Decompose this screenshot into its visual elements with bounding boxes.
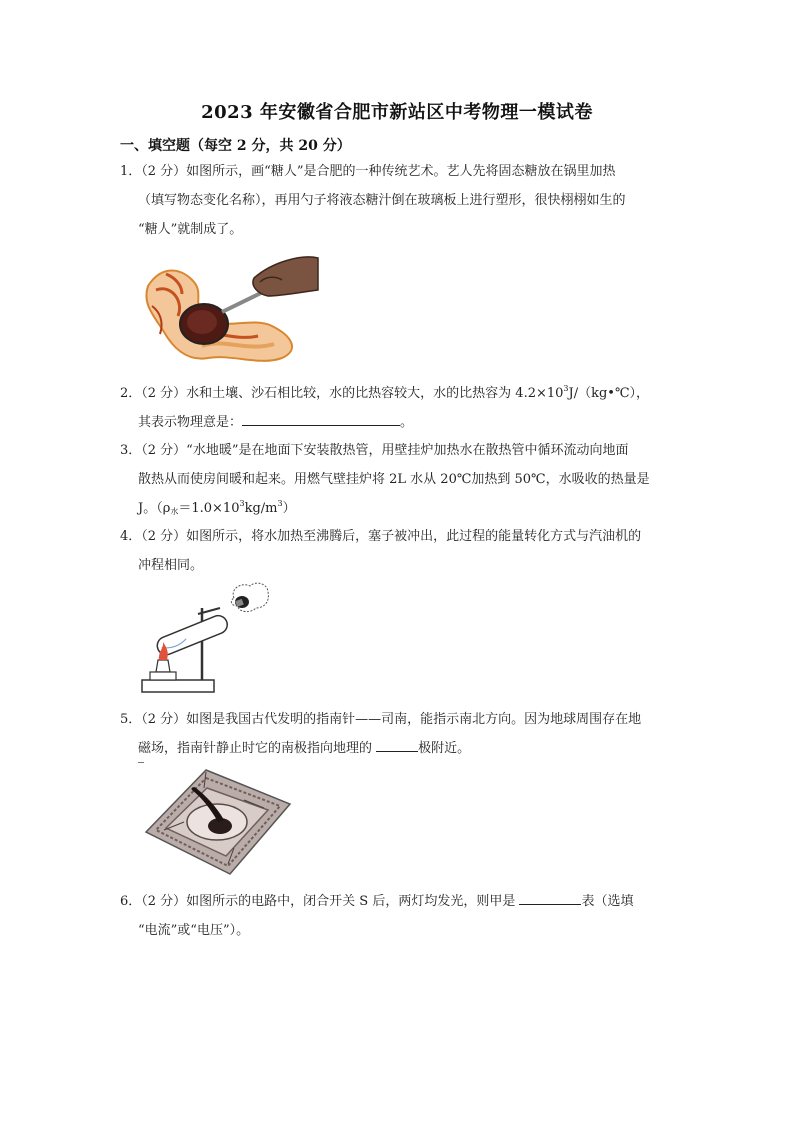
question-2-text-a: 2．（2 分）水和土壤、沙石相比较，水的比热容较大，水的比热容为 4.2×10	[120, 386, 564, 401]
small-mark	[138, 762, 144, 763]
question-4-line-2: 冲程相同。	[138, 558, 204, 573]
question-6-text-b: 表（选填	[581, 894, 634, 909]
question-3-line-3	[120, 494, 680, 523]
question-1-line-1: 1．（2 分）如图所示，画“糖人”是合肥的一种传统艺术。艺人先将固态糖放在锅里加热	[120, 164, 616, 179]
boiling-tube-figure	[138, 578, 270, 698]
question-3-text-d: ）	[282, 501, 296, 516]
sinan-compass-figure	[144, 768, 292, 876]
question-5-text-a: 磁场，指南针静止时它的南极指向地理的	[138, 741, 377, 756]
question-4-line-1: 4．（2 分）如图所示，将水加热至沸腾后，塞子被冲出，此过程的能量转化方式与汽油机的	[120, 529, 642, 544]
question-3-line-2: 散热从而使房间暖和起来。用燃气壁挂炉将 2L 水从 20℃加热到 50℃，水吸收的热量是	[138, 472, 650, 487]
section-heading: 一、填空题（每空 2 分，共 20 分）	[120, 138, 351, 154]
question-2-line-1	[120, 379, 680, 408]
answer-blank-6[interactable]	[519, 890, 581, 905]
question-3-line-1: 3．（2 分）“水地暖”是在地面下安装散热管，用壁挂炉加热水在散热管中循环流动向地面	[120, 443, 629, 458]
answer-blank-2[interactable]	[242, 411, 400, 426]
answer-blank-5[interactable]	[376, 737, 418, 752]
question-5-line-2	[120, 734, 680, 763]
sugar-painting-figure	[142, 246, 320, 368]
question-1-line-2: （填写物态变化名称），再用勺子将液态糖汁倒在玻璃板上进行塑形，很快栩栩如生的	[138, 193, 626, 208]
question-1	[120, 157, 680, 244]
question-3-exponent-1: 3	[239, 499, 245, 508]
question-3-text-c: kg/m	[244, 501, 278, 516]
question-1-line-3: “糖人”就制成了。	[138, 222, 243, 237]
question-3	[120, 436, 680, 523]
question-2-prompt: 其表示物理意是：	[138, 415, 243, 430]
question-2-text-b: J/（kg•℃），	[568, 386, 650, 401]
question-3-subscript: 水	[170, 507, 179, 516]
question-2	[120, 379, 680, 437]
question-3-exponent-2: 3	[277, 499, 283, 508]
question-2-exponent: 3	[563, 384, 569, 393]
page-title: 2023 年安徽省合肥市新站区中考物理一模试卷	[201, 102, 593, 123]
question-6-line-1	[120, 887, 680, 916]
question-2-line-2	[120, 408, 680, 437]
question-5-line-1: 5．（2 分）如图是我国古代发明的指南针——司南，能指示南北方向。因为地球周围存在地	[120, 712, 642, 727]
question-5	[120, 705, 680, 763]
question-6-line-2: “电流”或“电压”）。	[138, 923, 250, 938]
question-6	[120, 887, 680, 945]
question-5-text-b: 极附近。	[418, 741, 471, 756]
question-3-text-b: ＝1.0×10	[178, 501, 240, 516]
question-3-text-a: J。（ρ	[138, 501, 171, 516]
question-2-end: 。	[400, 415, 414, 430]
question-6-text-a: 6．（2 分）如图所示的电路中，闭合开关 S 后，两灯均发光，则甲是	[120, 894, 520, 909]
question-4	[120, 522, 680, 580]
